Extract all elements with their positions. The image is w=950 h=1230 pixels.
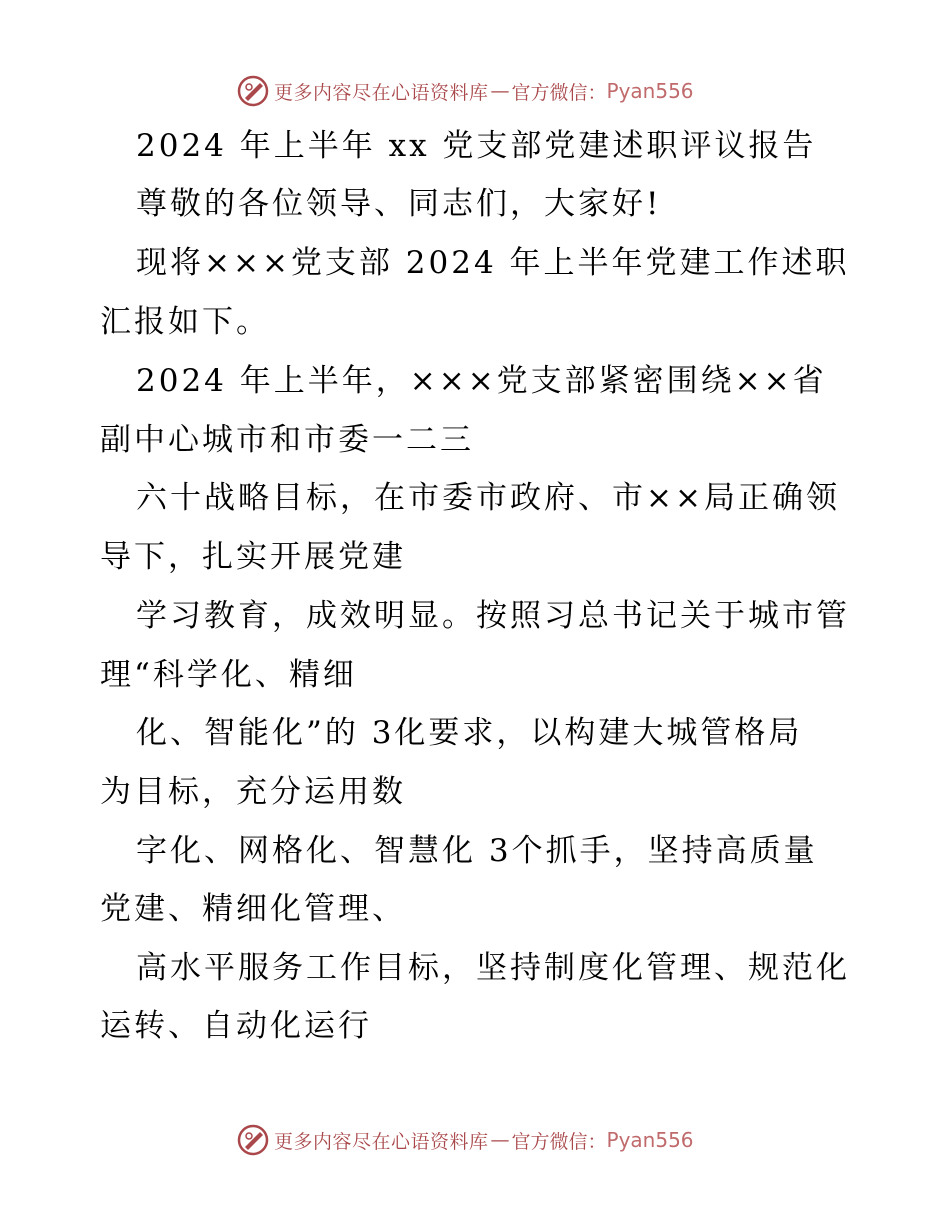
body-line: 理“科学化、精细 xyxy=(100,657,357,693)
watermark-label: 官方微信： xyxy=(511,81,607,104)
seal-logo-icon xyxy=(236,1123,270,1157)
watermark-label: 官方微信： xyxy=(511,1130,607,1153)
body-line: 为目标，充分运用数 xyxy=(100,774,406,810)
body-line: 党建、精细化管理、 xyxy=(100,891,406,927)
body-line: 导下，扎实开展党建 xyxy=(100,539,406,575)
seal-logo-icon xyxy=(236,74,270,108)
body-line: 2024 年上半年，×××党支部紧密围绕××省 xyxy=(136,363,827,399)
body-line: 化、智能化”的 3化要求，以构建大城管格局 xyxy=(136,715,803,751)
watermark-main-text: 更多内容尽在心语资料库 xyxy=(274,1130,489,1153)
body-line: 学习教育，成效明显。按照习总书记关于城市管 xyxy=(136,598,850,634)
body-line: 运转、自动化运行 xyxy=(100,1008,372,1044)
body-line: 六十战略目标，在市委市政府、市××局正确领 xyxy=(136,480,840,516)
watermark-dash: — xyxy=(490,1129,510,1151)
watermark-wechat-id: Pyan556 xyxy=(606,1128,694,1152)
body-line: 字化、网格化、智慧化 3个抓手，坚持高质量 xyxy=(136,833,818,869)
watermark-dash: — xyxy=(490,80,510,102)
watermark-wechat-id: Pyan556 xyxy=(606,79,694,103)
body-line: 汇报如下。 xyxy=(100,304,270,340)
watermark-main-text: 更多内容尽在心语资料库 xyxy=(274,81,489,104)
body-line: 副中心城市和市委一二三 xyxy=(100,422,474,458)
body-line: 高水平服务工作目标，坚持制度化管理、规范化 xyxy=(136,950,850,986)
body-line: 现将×××党支部 2024 年上半年党建工作述职 xyxy=(136,245,850,281)
body-line: 尊敬的各位领导、同志们，大家好! xyxy=(136,186,662,222)
header-watermark xyxy=(236,73,694,109)
document-title: 2024 年上半年 xx 党支部党建述职评议报告 xyxy=(136,128,817,164)
footer-watermark xyxy=(236,1122,694,1158)
